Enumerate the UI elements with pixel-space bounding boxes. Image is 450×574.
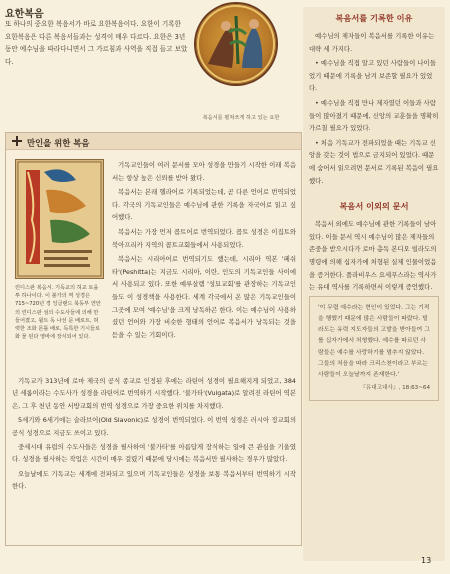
quote-text: '이 무렵 예수라는 현인이 있었다. 그는 기적을 행했기 때문에 많은 사람들이 따랐다. 빌라도는 유력 지도자들의 고발을 받아들여 그를 십자가에서 처형했다. 예수를 따르던 사람들은 예수를 사랑하기를 멈추지 않았다. 그들의 처음을 따라 크리스천이라고 부르는 사람들이 오늘날까지 존재한다.'	[318, 304, 430, 378]
john-illustration	[196, 4, 276, 84]
list-item: • 예수님을 직접 알고 있던 사람들이 나이들었기 때문에 기록을 남겨 보존할 필요가 있었다.	[309, 59, 436, 93]
manuscript-image	[15, 159, 104, 279]
paragraph: 복음서 외에도 예수님에 관한 기록들이 남아 있다. 이들 문서 역시 예수님이 많은 제자들의 존중을 받으시다가 로마 총독 본디오 빌라도의 명령에 의해 십자가에 처형된 실제 인물이었음을 증거한다. 플라비우스 요세푸스라는 역사가는 유대 역사를 기록하면서 이렇게 증언했다.	[309, 220, 437, 292]
sidebar-reasons-text	[303, 30, 445, 187]
quote-source: 『유대고대사』, 18:63~64	[360, 385, 430, 392]
sidebar-other-docs-text	[303, 218, 445, 294]
box-bottom-text	[12, 375, 296, 495]
sidebar-title-reasons: 복음서를 기록한 이유	[335, 13, 413, 23]
sidebar-title-other-docs: 복음서 이외의 문서	[339, 201, 409, 212]
page-number: 13	[421, 556, 432, 565]
section-heading: 요한복음	[5, 9, 44, 20]
box-header	[6, 133, 301, 150]
paragraph: 중세시대 유럽의 수도사들은 성경을 필사하여 '불가타'를 아름답게 장식하는 일에 큰 관심을 기울였다. 성경을 필사하는 작업은 시간이 매우 걸렸기 때문에 당시에는 복음서만 필사하는 경우가 많았다.	[12, 443, 296, 464]
paragraph: 기독교가 313년에 로마 제국의 공식 종교로 인정된 후에는 라틴어 성경이 필요해지게 되었고, 384년 세롬이라는 수도사가 성경을 라틴어로 번역하기 시작했다. '불가타'(Vulgata)로 알려진 라틴어 역본은, 그 후 천년 동안 서방교회의 번역 성경으로 가장 중요한 위치를 차지했다.	[12, 377, 296, 410]
josephus-quote	[309, 296, 439, 402]
paragraph: 기독교인들이 여러 문서를 모아 성경을 만들기 시작한 이래 복음서는 항상 높은 신뢰를 받아 왔다.	[112, 161, 296, 182]
list-item: • 처음 기독교가 전파되었을 때는 기독교 신앙을 갖는 것이 법으로 금지되어 있었다. 때문에 숨어서 읽으려면 문서로 기록된 복음이 필요했다.	[309, 138, 439, 185]
intro-text: 또 하나의 중요한 복음서가 바로 요한복음이다. 요한이 기록한 요한복음은 다른 복음서들과는 성격이 매우 다르다. 요한은 3년 동안 예수님을 따라다니면서 그 가르침과 사역을 직접 들고 보았다.	[5, 20, 188, 66]
paragraph: 오늘날에도 기독교는 세계에 전파되고 있으며 기독교인들은 성경을 보통 복음서부터 번역하기 시작한다.	[12, 469, 296, 491]
paragraph: 복음서는 가장 먼저 콥트어로 번역되었다. 콥트 성경은 이집트와 북아프리카 지역의 콥트교회들에서 사용되었다.	[112, 227, 296, 249]
gospel-for-all-box	[5, 132, 302, 546]
paragraph: 5세기와 6세기에는 슬라브어(Old Slavonic)로 성경이 번역되었다. 이 번역 성경은 러시아 정교회의 공식 성경으로 지금도 쓰이고 있다.	[12, 416, 296, 437]
paragraph: 복음서는 본래 헬라어로 기록되었는데, 곧 다른 언어로 번역되었다. 각국의 기독교인들은 예수님에 관한 기록을 자국어로 읽고 싶어했다.	[112, 188, 296, 222]
sidebar	[303, 7, 445, 561]
paragraph: 복음서는 시리아어로 번역되기도 했는데, 시리아 역본 '페쉬타'(Peshitta)는 지금도 시리아, 이란, 인도의 기독교인들 사이에서 사용되고 있다. 또한 예루살렘 '성묘교회'를 관장하는 기독교인들도 이 성경책을 사용한다. 세계 각국에서 온 많은 기독교인들이 그곳에 모여 '예수님'을 크게 낭독하곤 한다. 이는 예수님이 사용하셨던 언어와 가장 비슷한 형태의 언어로 복음서가 낭독되는 것을 듣을 수 있는 기회이다.	[112, 255, 296, 339]
manuscript-art	[16, 160, 103, 278]
box-title: 만인을 위한 복음	[27, 138, 90, 148]
list-item: • 예수님을 직접 만나 제자였던 이들과 사람들이 많아졌기 때문에, 신앙의 교훈들을 명확히 가르칠 필요가 있었다.	[309, 98, 439, 133]
image-caption: 복음서를 펼쳐쓰게 하고 있는 요한	[202, 115, 280, 121]
paragraph: 예수님의 제자들이 복음서를 기록한 이유는 대략 세 가지다.	[309, 32, 435, 53]
illustration-art	[196, 4, 276, 84]
cross-icon	[12, 136, 22, 146]
manuscript-caption: 린디스판 복음서. 기독교의 허교 토을 투 하나이다. 이 불가의 역 성경은 715~720년 경 잉글랜드 북동부 연안의 린디스판 섬의 수도사들에 의해 만들어졌고, 윌트 독 나선 문 배로트, 혀렷한 조화 몬틀 배로, 독특한 기시들로 화 물 된다 영바에 장식되어 있다.	[15, 285, 101, 341]
box-right-column	[112, 159, 296, 343]
